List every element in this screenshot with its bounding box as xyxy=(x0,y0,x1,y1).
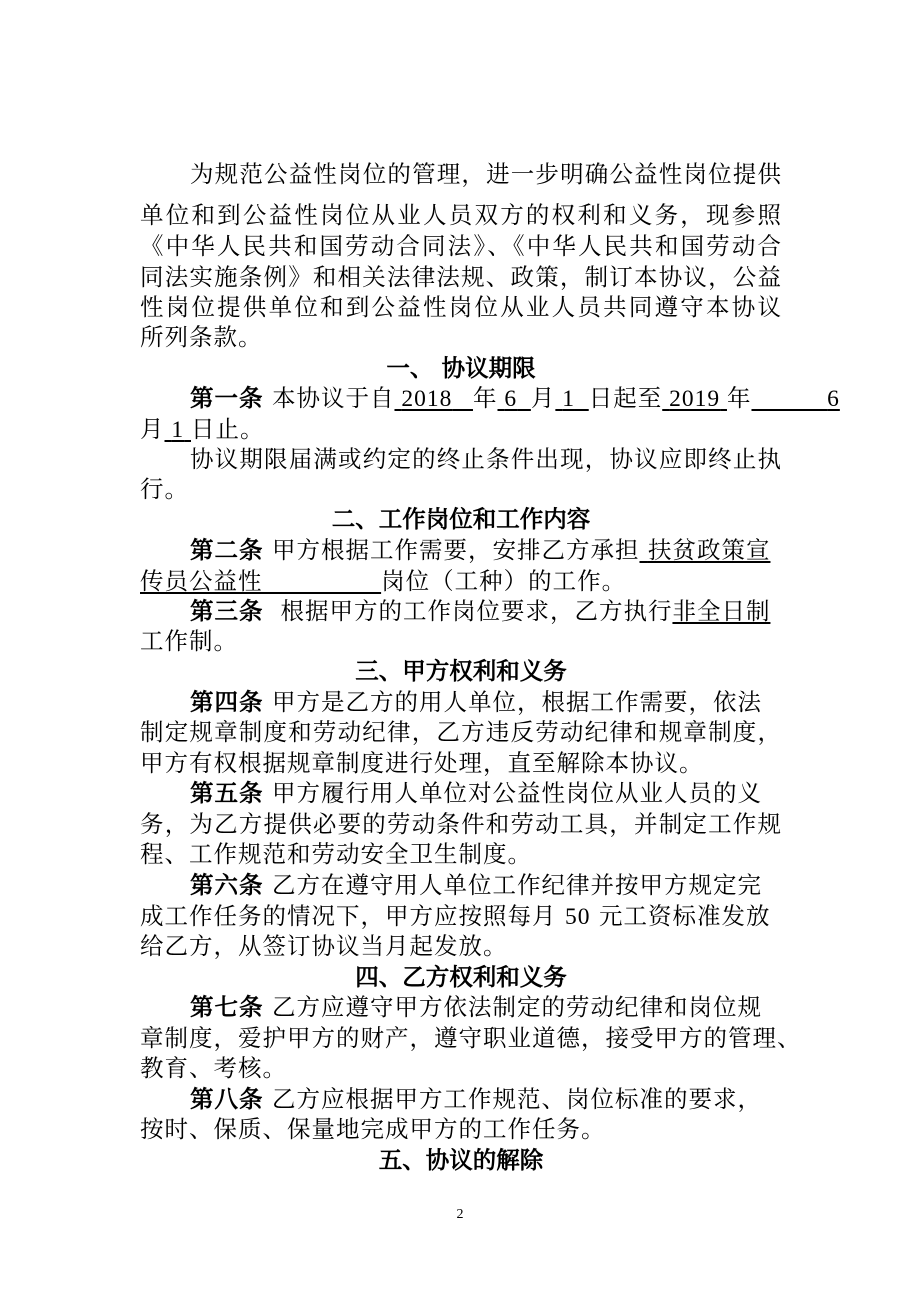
article-3-line2: 工作制。 xyxy=(140,627,238,655)
post-field: 扶贫政策宣 xyxy=(647,536,771,564)
article-8-line2: 按时、保质、保量地完成甲方的工作任务。 xyxy=(140,1115,606,1143)
article-text: 乙方应根据甲方工作规范、岗位标准的要求， xyxy=(271,1085,762,1113)
article-7-line1 xyxy=(190,991,782,1023)
end-year-field: 2019 xyxy=(669,386,721,412)
article-text: 甲方履行用人单位对公益性岗位从业人员的义 xyxy=(271,779,762,807)
section-heading: 四、乙方权利和义务 xyxy=(355,963,567,991)
article-label: 第四条 xyxy=(190,688,264,716)
article-5-line2: 务，为乙方提供必要的劳动条件和劳动工具，并制定工作规 xyxy=(140,810,782,838)
work-system-field: 非全日制 xyxy=(672,597,771,625)
article-label: 第三条 xyxy=(190,597,264,625)
article-text: 乙方在遵守用人单位工作纪律并按甲方规定完 xyxy=(271,871,762,899)
article-text: 本协议于自 xyxy=(271,384,395,412)
article-4-line3: 甲方有权根据规章制度进行处理，直至解除本协议。 xyxy=(140,749,704,777)
article-1-para2: 协议期限届满或约定的终止条件出现，协议应即终止执 xyxy=(190,445,782,473)
article-7-line2: 章制度，爱护甲方的财产，遵守职业道德，接受甲方的管理、 xyxy=(140,1024,802,1052)
start-day-field: 1 xyxy=(562,386,575,412)
article-text: 月 xyxy=(140,415,165,443)
article-text: 月 xyxy=(530,384,556,412)
start-year-field: 2018 xyxy=(401,386,453,412)
page-number: 2 xyxy=(456,1207,464,1222)
article-1-para2: 行。 xyxy=(140,475,189,503)
article-4-line2: 制定规章制度和劳动纪律，乙方违反劳动纪律和规章制度， xyxy=(140,718,782,746)
intro-line: 单位和到公益性岗位从业人员双方的权利和义务，现参照 xyxy=(140,201,782,229)
article-label: 第一条 xyxy=(190,384,264,412)
start-month-field: 6 xyxy=(504,386,518,412)
article-6-line1 xyxy=(190,869,782,901)
article-4-line1 xyxy=(190,686,782,718)
post-field: 传员公益性 xyxy=(140,567,263,595)
wage-amount: 50 xyxy=(564,904,591,930)
article-text: 根据甲方的工作岗位要求，乙方执行 xyxy=(280,597,673,625)
article-text: 甲方根据工作需要，安排乙方承担 xyxy=(271,536,640,564)
end-day-field: 1 xyxy=(171,417,185,443)
article-text: 年 xyxy=(726,384,752,412)
article-6-line2 xyxy=(140,900,782,932)
article-label: 第七条 xyxy=(190,993,264,1021)
article-1-line2 xyxy=(140,413,782,445)
intro-line: 《中华人民共和国劳动合同法》、《中华人民共和国劳动合 xyxy=(140,232,782,260)
article-label: 第五条 xyxy=(190,779,264,807)
section-heading: 三、甲方权利和义务 xyxy=(355,657,567,685)
article-label: 第二条 xyxy=(190,536,264,564)
intro-line: 为规范公益性岗位的管理，进一步明确公益性岗位提供 xyxy=(190,160,782,188)
article-text: 日起至 xyxy=(588,384,663,412)
article-8-line1 xyxy=(190,1083,782,1115)
intro-line: 所列条款。 xyxy=(140,323,263,351)
article-1-line1 xyxy=(190,382,840,414)
article-text: 年 xyxy=(472,384,498,412)
article-3-line1 xyxy=(190,595,782,627)
article-6-line3: 给乙方，从签订协议当月起发放。 xyxy=(140,932,508,960)
article-2-line1 xyxy=(190,534,782,566)
intro-line: 同法实施条例》和相关法律法规、政策，制订本协议，公益 xyxy=(140,263,782,291)
section-heading: 二、工作岗位和工作内容 xyxy=(331,505,591,533)
article-text: 元工资标准发放 xyxy=(598,902,771,930)
section-heading: 一、 协议期限 xyxy=(386,354,536,382)
article-label: 第六条 xyxy=(190,871,264,899)
article-text: 岗位（工种）的工作。 xyxy=(381,567,627,595)
article-text: 甲方是乙方的用人单位，根据工作需要，依法 xyxy=(271,688,762,716)
article-7-line3: 教育、考核。 xyxy=(140,1054,287,1082)
article-text: 乙方应遵守甲方依法制定的劳动纪律和岗位规 xyxy=(271,993,762,1021)
article-5-line3: 程、工作规范和劳动安全卫生制度。 xyxy=(140,840,532,868)
article-label: 第八条 xyxy=(190,1085,264,1113)
article-text: 成工作任务的情况下，甲方应按照每月 xyxy=(140,902,557,930)
article-text: 日止。 xyxy=(191,415,265,443)
end-month-field: 6 xyxy=(827,386,840,412)
article-2-line2 xyxy=(140,565,782,597)
article-5-line1 xyxy=(190,777,782,809)
section-heading: 五、协议的解除 xyxy=(378,1146,544,1174)
intro-line: 性岗位提供单位和到公益性岗位从业人员共同遵守本协议 xyxy=(140,293,782,321)
